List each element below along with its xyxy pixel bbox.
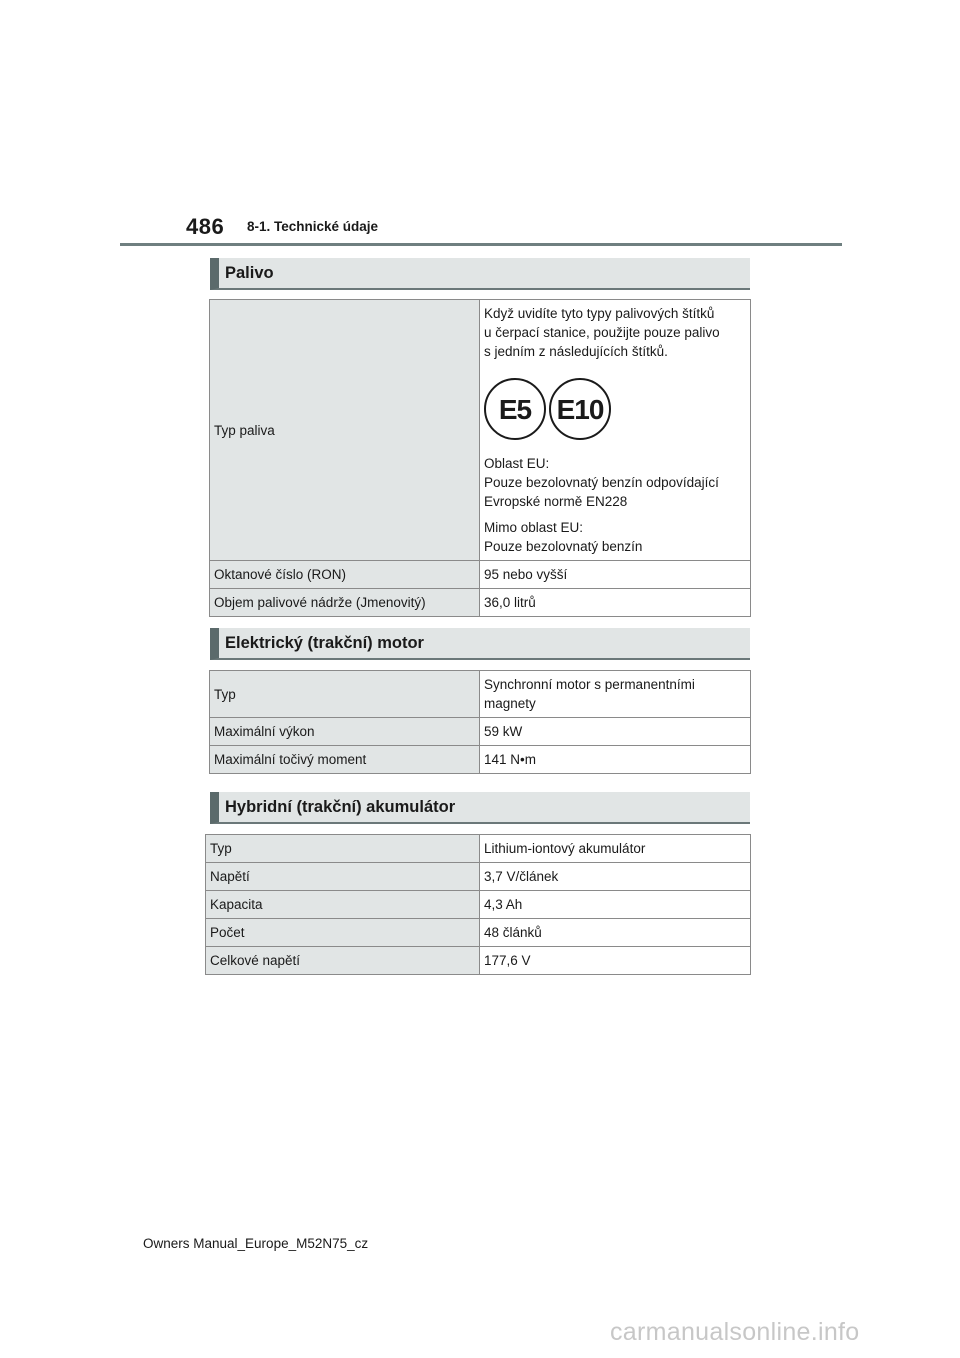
table-row xyxy=(210,589,751,617)
motor-type-value xyxy=(480,671,751,718)
e5-fuel-badge: E5 xyxy=(484,378,546,440)
fuel-label-badges xyxy=(484,378,746,440)
table-row xyxy=(210,746,751,774)
eu-note-line: Evropské normě EN228 xyxy=(484,494,628,509)
max-power-label: Maximální výkon xyxy=(210,718,480,746)
total-voltage-value: 177,6 V xyxy=(480,947,751,975)
table-row xyxy=(206,947,751,975)
battery-type-value: Lithium-iontový akumulátor xyxy=(480,835,751,863)
table-row xyxy=(206,891,751,919)
table-row xyxy=(210,300,751,561)
octane-value: 95 nebo vyšší xyxy=(480,561,751,589)
table-row xyxy=(210,718,751,746)
fuel-intro-line: Když uvidíte tyto typy palivových štítků xyxy=(484,306,715,321)
eu-note-line: Oblast EU: xyxy=(484,456,550,471)
max-power-value: 59 kW xyxy=(480,718,751,746)
non-eu-note-line: Mimo oblast EU: xyxy=(484,520,584,535)
header-rule xyxy=(120,243,842,246)
section-heading-fuel: Palivo xyxy=(210,258,750,290)
fuel-intro-line: s jedním z následujících štítků. xyxy=(484,344,668,359)
eu-note-line: Pouze bezolovnatý benzín odpovídající xyxy=(484,475,719,490)
table-row xyxy=(206,919,751,947)
section-heading-battery: Hybridní (trakční) akumulátor xyxy=(210,792,750,824)
max-torque-label: Maximální točivý moment xyxy=(210,746,480,774)
table-row xyxy=(210,671,751,718)
battery-type-label: Typ xyxy=(206,835,480,863)
battery-capacity-label: Kapacita xyxy=(206,891,480,919)
fuel-type-label: Typ paliva xyxy=(210,300,480,561)
tank-capacity-value: 36,0 litrů xyxy=(480,589,751,617)
cell-count-label: Počet xyxy=(206,919,480,947)
non-eu-note-line: Pouze bezolovnatý benzín xyxy=(484,539,643,554)
octane-label: Oktanové číslo (RON) xyxy=(210,561,480,589)
battery-capacity-value: 4,3 Ah xyxy=(480,891,751,919)
battery-voltage-label: Napětí xyxy=(206,863,480,891)
section-heading-motor: Elektrický (trakční) motor xyxy=(210,628,750,660)
battery-voltage-value: 3,7 V/článek xyxy=(480,863,751,891)
chapter-title: 8-1. Technické údaje xyxy=(247,219,379,234)
motor-type-label: Typ xyxy=(210,671,480,718)
fuel-type-value xyxy=(480,300,751,561)
e10-fuel-badge: E10 xyxy=(549,378,611,440)
max-torque-value: 141 N•m xyxy=(480,746,751,774)
battery-table xyxy=(205,834,751,975)
cell-count-value: 48 článků xyxy=(480,919,751,947)
table-row xyxy=(206,863,751,891)
motor-type-line: magnety xyxy=(484,696,536,711)
page-number: 486 xyxy=(186,214,225,239)
table-row xyxy=(206,835,751,863)
total-voltage-label: Celkové napětí xyxy=(206,947,480,975)
fuel-type-intro xyxy=(484,304,746,361)
watermark: carmanualsonline.info xyxy=(610,1318,860,1346)
fuel-intro-line: u čerpací stanice, použijte pouze palivo xyxy=(484,325,720,340)
non-eu-fuel-note xyxy=(484,518,746,556)
motor-table xyxy=(209,670,751,774)
motor-type-line: Synchronní motor s permanentními xyxy=(484,677,695,692)
fuel-table xyxy=(209,299,751,617)
footer-document-id: Owners Manual_Europe_M52N75_cz xyxy=(143,1236,369,1251)
tank-capacity-label: Objem palivové nádrže (Jmenovitý) xyxy=(210,589,480,617)
table-row xyxy=(210,561,751,589)
eu-fuel-note xyxy=(484,454,746,511)
